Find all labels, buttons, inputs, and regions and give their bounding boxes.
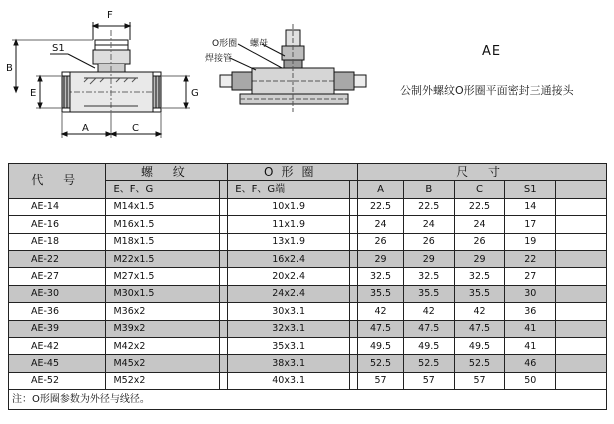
subheader-blank: [350, 181, 358, 198]
dim-label-a: A: [82, 123, 89, 134]
cell-blank: [220, 355, 228, 372]
table-note: 注：O形圈参数为外径与线径。: [9, 390, 607, 410]
cell-b: 49.5: [403, 337, 454, 354]
table-row: [9, 250, 607, 267]
cell-thread: M22x1.5: [106, 250, 220, 267]
cell-oring: 16x2.4: [228, 250, 350, 267]
cell-thread: M30x1.5: [106, 285, 220, 302]
subheader-c: C: [454, 181, 505, 198]
cell-s1: 17: [505, 216, 556, 233]
table-row: [9, 355, 607, 372]
cell-blank: [350, 268, 358, 285]
cell-thread: M18x1.5: [106, 233, 220, 250]
cell-b: 35.5: [403, 285, 454, 302]
cell-blank: [220, 320, 228, 337]
cell-blank: [220, 216, 228, 233]
cell-s1: 19: [505, 233, 556, 250]
cell-a: 26: [358, 233, 404, 250]
cell-oring: 30x3.1: [228, 303, 350, 320]
header-oring: O形圈: [228, 164, 358, 181]
subheader-oring: E、F、G端: [228, 181, 350, 198]
cell-thread: M45x2: [106, 355, 220, 372]
cell-oring: 13x1.9: [228, 233, 350, 250]
cell-b: 26: [403, 233, 454, 250]
cell-oring: 20x2.4: [228, 268, 350, 285]
cell-a: 24: [358, 216, 404, 233]
cell-s1: 50: [505, 372, 556, 389]
subheader-a: A: [358, 181, 404, 198]
cell-oring: 10x1.9: [228, 198, 350, 215]
cell-c: 22.5: [454, 198, 505, 215]
cell-oring: 38x3.1: [228, 355, 350, 372]
table-row: [9, 303, 607, 320]
dim-label-c: C: [132, 123, 139, 134]
cell-blank: [350, 285, 358, 302]
cell-blank: [556, 250, 607, 267]
cell-s1: 46: [505, 355, 556, 372]
cell-blank: [350, 355, 358, 372]
cell-c: 57: [454, 372, 505, 389]
cell-a: 29: [358, 250, 404, 267]
cell-b: 42: [403, 303, 454, 320]
note-row: [9, 390, 607, 410]
cell-c: 24: [454, 216, 505, 233]
cell-c: 47.5: [454, 320, 505, 337]
cell-blank: [556, 337, 607, 354]
cell-thread: M27x1.5: [106, 268, 220, 285]
cell-blank: [556, 198, 607, 215]
cell-b: 22.5: [403, 198, 454, 215]
cell-c: 52.5: [454, 355, 505, 372]
cell-blank: [220, 268, 228, 285]
subheader-thread: E、F、G: [106, 181, 220, 198]
cell-c: 49.5: [454, 337, 505, 354]
cell-code: AE-36: [9, 303, 106, 320]
cell-a: 57: [358, 372, 404, 389]
cell-blank: [350, 198, 358, 215]
cell-b: 52.5: [403, 355, 454, 372]
label-oring: O形圈: [212, 39, 238, 49]
cell-blank: [220, 198, 228, 215]
cell-thread: M36x2: [106, 303, 220, 320]
cell-blank: [220, 250, 228, 267]
cell-c: 35.5: [454, 285, 505, 302]
cell-blank: [350, 372, 358, 389]
table-row: [9, 337, 607, 354]
table-row: [9, 268, 607, 285]
cell-thread: M42x2: [106, 337, 220, 354]
cell-blank: [350, 216, 358, 233]
cell-blank: [556, 372, 607, 389]
cell-oring: 40x3.1: [228, 372, 350, 389]
cell-blank: [556, 303, 607, 320]
cell-s1: 22: [505, 250, 556, 267]
cell-s1: 27: [505, 268, 556, 285]
cell-a: 32.5: [358, 268, 404, 285]
dim-label-b: B: [6, 63, 13, 74]
table-row: [9, 372, 607, 389]
cell-code: AE-30: [9, 285, 106, 302]
dim-label-e: E: [30, 88, 37, 99]
cell-blank: [220, 285, 228, 302]
cell-s1: 41: [505, 337, 556, 354]
cell-c: 29: [454, 250, 505, 267]
cell-blank: [556, 285, 607, 302]
table-row: [9, 216, 607, 233]
cell-thread: M14x1.5: [106, 198, 220, 215]
cell-thread: M52x2: [106, 372, 220, 389]
cell-b: 32.5: [403, 268, 454, 285]
model-code: AE: [482, 44, 502, 59]
cell-b: 24: [403, 216, 454, 233]
cell-blank: [220, 372, 228, 389]
table-row: [9, 285, 607, 302]
table-row: [9, 233, 607, 250]
cell-code: AE-39: [9, 320, 106, 337]
cell-c: 42: [454, 303, 505, 320]
cell-blank: [556, 233, 607, 250]
cell-blank: [350, 250, 358, 267]
cell-b: 47.5: [403, 320, 454, 337]
cell-s1: 14: [505, 198, 556, 215]
cell-blank: [556, 320, 607, 337]
subheader-s1: S1: [505, 181, 556, 198]
table-row: [9, 320, 607, 337]
cell-a: 22.5: [358, 198, 404, 215]
cell-thread: M39x2: [106, 320, 220, 337]
cell-blank: [220, 337, 228, 354]
subheader-blank: [220, 181, 228, 198]
cell-code: AE-18: [9, 233, 106, 250]
cell-a: 49.5: [358, 337, 404, 354]
cell-blank: [556, 355, 607, 372]
cell-a: 52.5: [358, 355, 404, 372]
label-weld-pipe: 焊接管: [205, 54, 233, 64]
cell-b: 57: [403, 372, 454, 389]
cell-blank: [556, 268, 607, 285]
cell-code: AE-42: [9, 337, 106, 354]
cell-s1: 30: [505, 285, 556, 302]
cell-b: 29: [403, 250, 454, 267]
label-nut: 螺母: [250, 39, 269, 49]
cell-c: 32.5: [454, 268, 505, 285]
cell-blank: [350, 320, 358, 337]
cell-thread: M16x1.5: [106, 216, 220, 233]
cell-blank: [350, 233, 358, 250]
cell-a: 42: [358, 303, 404, 320]
cell-blank: [350, 303, 358, 320]
cell-code: AE-22: [9, 250, 106, 267]
cell-code: AE-14: [9, 198, 106, 215]
cell-oring: 24x2.4: [228, 285, 350, 302]
cell-s1: 36: [505, 303, 556, 320]
cell-oring: 35x3.1: [228, 337, 350, 354]
tee-outline-drawing: [12, 22, 190, 138]
cell-oring: 11x1.9: [228, 216, 350, 233]
cell-a: 35.5: [358, 285, 404, 302]
cell-s1: 41: [505, 320, 556, 337]
product-name: 公制外螺纹O形圈平面密封三通接头: [400, 84, 574, 97]
header-size: 尺 寸: [358, 164, 607, 181]
cell-blank: [556, 216, 607, 233]
cell-code: AE-45: [9, 355, 106, 372]
cell-a: 47.5: [358, 320, 404, 337]
cell-c: 26: [454, 233, 505, 250]
header-code: 代 号: [9, 164, 106, 199]
cell-code: AE-52: [9, 372, 106, 389]
assembly-drawing: [220, 24, 366, 112]
subheader-blank: [556, 181, 607, 198]
cell-blank: [220, 233, 228, 250]
header-thread: 螺 纹: [106, 164, 228, 181]
spec-table: [8, 163, 607, 410]
subheader-b: B: [403, 181, 454, 198]
cell-code: AE-27: [9, 268, 106, 285]
fitting-drawing: [0, 0, 614, 160]
table-row: [9, 198, 607, 215]
dim-label-s1: S1: [52, 43, 65, 54]
dim-label-f: F: [107, 10, 113, 21]
cell-code: AE-16: [9, 216, 106, 233]
cell-blank: [220, 303, 228, 320]
cell-oring: 32x3.1: [228, 320, 350, 337]
dim-label-g: G: [191, 88, 199, 99]
cell-blank: [350, 337, 358, 354]
